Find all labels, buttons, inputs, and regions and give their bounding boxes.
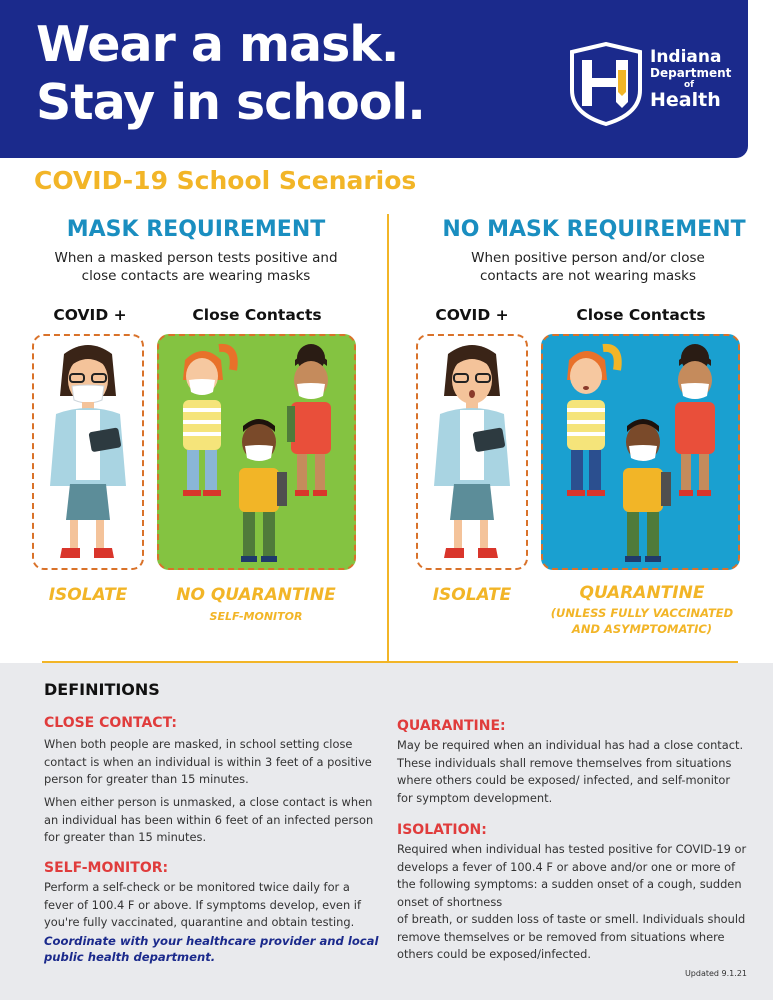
students-partially-masked-illustration [543, 336, 738, 568]
text-line: of breath, or sudden loss of taste or smell. Individuals should [397, 912, 746, 926]
covid-positive-label: COVID + [53, 306, 127, 324]
text-line: for symptom development. [397, 790, 553, 805]
close-contact-text-1 [44, 736, 374, 789]
column-divider [387, 214, 389, 662]
logo-line2: Department [650, 66, 732, 80]
text-line: develops a fever of 100.4 F or above and/or one or more of [397, 859, 736, 874]
headline-line2: Stay in school. [36, 74, 425, 131]
logo-line1: Indiana [650, 47, 722, 67]
self-monitor-heading: SELF-MONITOR: [44, 860, 169, 876]
text-line: person for greater than 15 minutes. [44, 772, 249, 786]
text-line: contact is when an individual is within 3 feet of a positive [44, 754, 372, 769]
scenarios-title: COVID-19 School Scenarios [34, 166, 417, 195]
text-line: remove themselves or be removed from situations where [397, 929, 725, 944]
logo-line4: Health [650, 89, 721, 111]
isolation-heading: ISOLATION: [397, 822, 487, 838]
text-line: others could be exposed/infected. [397, 947, 591, 961]
text-line: onset of shortness [397, 894, 503, 909]
students-masked-illustration [159, 336, 354, 568]
text-line: fever of 100.4 F or above. If symptoms develop, even if [44, 897, 361, 912]
logo-wordmark [650, 48, 742, 111]
mask-requirement-subtitle [30, 249, 362, 285]
covid-positive-label: COVID + [435, 306, 509, 324]
text-line: you're fully vaccinated, quarantine and obtain testing. [44, 915, 355, 929]
no-quarantine-outcome: NO QUARANTINE [176, 585, 336, 605]
headline [36, 16, 425, 132]
text-line: These individuals shall remove themselves from situations [397, 755, 732, 770]
isolate-outcome: ISOLATE [432, 585, 512, 605]
logo-line3: of [684, 80, 695, 90]
subtitle-line: close contacts are wearing masks [81, 268, 311, 284]
subtitle-line: contacts are not wearing masks [479, 268, 696, 284]
no-mask-requirement-subtitle [420, 249, 756, 285]
teacher-masked-illustration [34, 336, 142, 568]
text-line: Required when individual has tested positive for COVID-19 or [397, 842, 747, 856]
self-monitor-note: SELF-MONITOR [209, 610, 303, 623]
text-line: an individual has been within 6 feet of an infected person [44, 812, 374, 827]
text-line: where others could be exposed/ infected, and self-monitor [397, 773, 731, 787]
text-line: Coordinate with your healthcare provider and local [44, 934, 379, 948]
self-monitor-emphasis [44, 933, 384, 965]
quarantine-exception-line1: (UNLESS FULLY VACCINATED [550, 606, 734, 620]
isolate-outcome: ISOLATE [48, 585, 128, 605]
self-monitor-text [44, 879, 374, 932]
quarantine-outcome: QUARANTINE [579, 583, 705, 603]
subtitle-line: When a masked person tests positive and [54, 250, 338, 266]
close-contacts-panel-masked [157, 334, 356, 570]
text-line: Perform a self-check or be monitored twice daily for a [44, 880, 350, 894]
subtitle-line: When positive person and/or close [471, 250, 705, 266]
covid-positive-panel [32, 334, 144, 570]
no-mask-requirement-title: NO MASK REQUIREMENT [442, 217, 746, 242]
close-contact-heading: CLOSE CONTACT: [44, 715, 177, 731]
text-line: When both people are masked, in school setting close [44, 737, 353, 751]
text-line: the following symptoms: a sudden onset of a cough, sudden [397, 877, 742, 891]
quarantine-text [397, 737, 747, 807]
close-contacts-label: Close Contacts [192, 306, 322, 324]
text-line: for greater than 15 minutes. [44, 830, 207, 844]
teacher-unmasked-illustration [418, 336, 526, 568]
mask-requirement-title: MASK REQUIREMENT [66, 217, 326, 242]
text-line: May be required when an individual has had a close contact. [397, 738, 744, 752]
isolation-text [397, 841, 747, 964]
headline-line1: Wear a mask. [36, 16, 399, 73]
close-contact-text-2 [44, 794, 374, 847]
covid-positive-panel [416, 334, 528, 570]
quarantine-exception-line2: AND ASYMPTOMATIC) [571, 622, 713, 636]
text-line: public health department. [44, 950, 216, 964]
definitions-title: DEFINITIONS [44, 680, 160, 699]
quarantine-heading: QUARANTINE: [397, 718, 506, 734]
close-contacts-panel-unmasked [541, 334, 740, 570]
updated-date: Updated 9.1.21 [684, 969, 747, 978]
close-contacts-label: Close Contacts [576, 306, 706, 324]
text-line: When either person is unmasked, a close contact is when [44, 795, 373, 809]
